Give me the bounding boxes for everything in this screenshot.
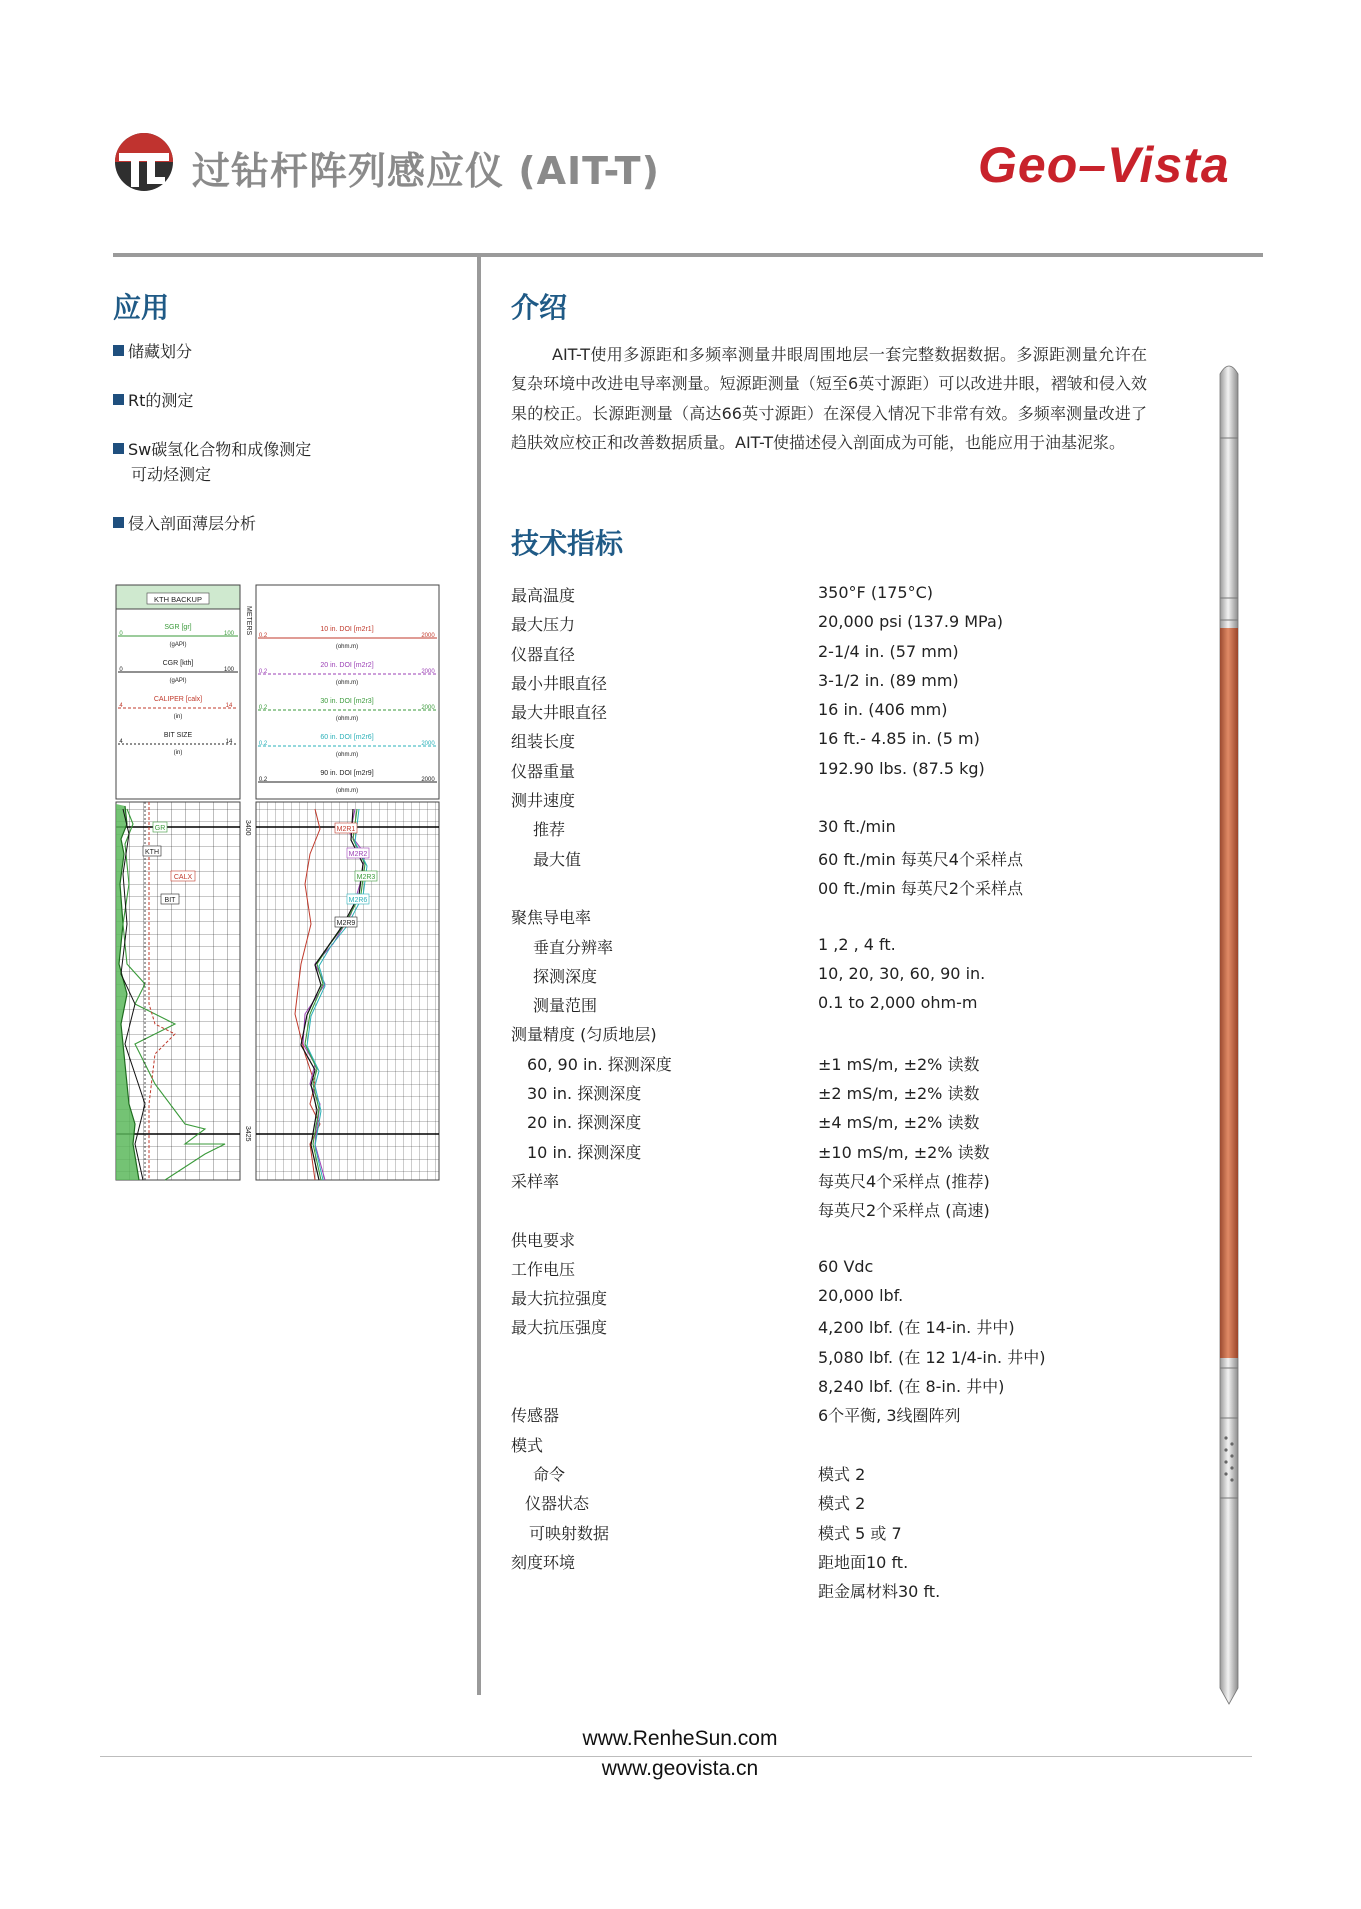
svg-text:(in): (in) xyxy=(173,750,183,756)
svg-text:4: 4 xyxy=(119,703,123,709)
bullet-square-icon xyxy=(113,517,124,528)
spec-value: 距金属材料30 ft. xyxy=(818,1582,941,1601)
top-divider xyxy=(113,253,1263,257)
svg-text:2000: 2000 xyxy=(421,777,435,783)
svg-text:4: 4 xyxy=(119,739,123,745)
spec-label: 垂直分辨率 xyxy=(533,938,614,957)
page-title: 过钻杆阵列感应仪 (AIT-T) xyxy=(192,149,660,193)
curve-label-m2r1: 10 in. DOI [m2r1] xyxy=(320,626,374,633)
svg-text:(ohm.m): (ohm.m) xyxy=(335,788,359,794)
spec-label: 最高温度 xyxy=(511,586,576,605)
intro-heading: 介绍 xyxy=(511,291,568,324)
spec-label: 测量精度 (匀质地层) xyxy=(511,1025,657,1044)
application-item: Rt的测定 xyxy=(113,388,193,413)
svg-text:2000: 2000 xyxy=(421,633,435,639)
svg-text:100: 100 xyxy=(223,667,235,673)
curve-label-bitsize: BIT SIZE xyxy=(163,732,193,739)
curve-tag: M2R1 xyxy=(336,826,356,833)
spec-label: 工作电压 xyxy=(511,1260,576,1279)
footer-url-geovista[interactable]: www.geovista.cn xyxy=(601,1757,759,1780)
spec-value: 模式 2 xyxy=(818,1494,866,1513)
spec-value: ±2 mS/m, ±2% 读数 xyxy=(818,1084,980,1103)
svg-text:14: 14 xyxy=(225,703,233,709)
svg-text:100: 100 xyxy=(223,631,235,637)
spec-label: 传感器 xyxy=(511,1406,560,1425)
spec-label: 最大抗拉强度 xyxy=(511,1289,608,1308)
curve-label-caliper: CALIPER [calx] xyxy=(153,696,203,703)
well-log-image xyxy=(115,584,441,1182)
svg-text:14: 14 xyxy=(225,739,233,745)
spec-label: 最大压力 xyxy=(511,615,576,634)
svg-text:(gAPI): (gAPI) xyxy=(169,678,187,684)
spec-value: 00 ft./min 每英尺2个采样点 xyxy=(818,879,1023,898)
depth-tick: 3425 xyxy=(244,1126,251,1142)
footer-url-renhesun[interactable]: www.RenheSun.com xyxy=(582,1727,778,1750)
svg-text:0: 0 xyxy=(119,631,123,637)
svg-text:0.2: 0.2 xyxy=(258,741,268,747)
spec-label: 最大值 xyxy=(533,850,582,869)
application-item: Sw碳氢化合物和成像测定 可动烃测定 xyxy=(113,437,311,487)
svg-text:2000: 2000 xyxy=(421,741,435,747)
curve-tag: M2R2 xyxy=(348,851,368,858)
bullet-square-icon xyxy=(113,345,124,356)
spec-value: 2-1/4 in. (57 mm) xyxy=(818,642,959,661)
curve-tag: KTH xyxy=(145,849,159,856)
curve-label-m2r6: 60 in. DOI [m2r6] xyxy=(320,734,374,741)
spec-label: 采样率 xyxy=(511,1172,560,1191)
svg-text:0.2: 0.2 xyxy=(258,669,268,675)
spec-value: 16 in. (406 mm) xyxy=(818,700,948,719)
spec-value: 每英尺4个采样点 (推荐) xyxy=(818,1172,990,1191)
spec-label: 命令 xyxy=(533,1465,566,1484)
svg-text:(ohm.m): (ohm.m) xyxy=(335,716,359,722)
svg-text:(gAPI): (gAPI) xyxy=(169,642,187,648)
spec-value: 60 ft./min 每英尺4个采样点 xyxy=(818,850,1023,869)
brand-logo: Geo–Vista xyxy=(978,137,1230,193)
application-item: 储藏划分 xyxy=(113,339,192,364)
spec-value: 每英尺2个采样点 (高速) xyxy=(818,1201,990,1220)
spec-value: 模式 5 或 7 xyxy=(818,1524,902,1543)
spec-value: 0.1 to 2,000 ohm-m xyxy=(818,993,978,1012)
spec-label: 探测深度 xyxy=(533,967,598,986)
spec-label: 测井速度 xyxy=(511,791,576,810)
spec-value: 16 ft.- 4.85 in. (5 m) xyxy=(818,729,980,748)
spec-value: 10, 20, 30, 60, 90 in. xyxy=(818,964,986,983)
spec-value: 8,240 lbf. (在 8-in. 井中) xyxy=(818,1377,1005,1396)
spec-value: 模式 2 xyxy=(818,1465,866,1484)
spec-value: 20,000 psi (137.9 MPa) xyxy=(818,612,1004,631)
spec-value: ±10 mS/m, ±2% 读数 xyxy=(818,1143,990,1162)
curve-tag: CALX xyxy=(173,874,193,881)
spec-value: 30 ft./min xyxy=(818,817,896,836)
spec-label: 刻度环境 xyxy=(511,1553,576,1572)
spec-label: 30 in. 探测深度 xyxy=(527,1084,642,1103)
spec-value: 5,080 lbf. (在 12 1/4-in. 井中) xyxy=(818,1348,1046,1367)
spec-label: 10 in. 探测深度 xyxy=(527,1143,642,1162)
spec-label: 推荐 xyxy=(533,820,566,839)
spec-value: 1 ,2 , 4 ft. xyxy=(818,935,896,954)
svg-text:2000: 2000 xyxy=(421,705,435,711)
spec-value: ±1 mS/m, ±2% 读数 xyxy=(818,1055,980,1074)
spec-value: 距地面10 ft. xyxy=(818,1553,909,1572)
spec-value: 60 Vdc xyxy=(818,1257,874,1276)
svg-text:0: 0 xyxy=(119,667,123,673)
curve-label-m2r2: 20 in. DOI [m2r2] xyxy=(320,662,374,669)
curve-tag: M2R6 xyxy=(348,897,368,904)
curve-tag: M2R3 xyxy=(356,874,376,881)
ait-t-tool-illustration xyxy=(1216,358,1242,1708)
svg-text:(ohm.m): (ohm.m) xyxy=(335,752,359,758)
spec-label: 20 in. 探测深度 xyxy=(527,1113,642,1132)
svg-text:0.2: 0.2 xyxy=(258,705,268,711)
spec-label: 聚焦导电率 xyxy=(511,908,592,927)
spec-value: 6个平衡, 3线圈阵列 xyxy=(818,1406,961,1425)
svg-text:(in): (in) xyxy=(173,714,183,720)
tl-logo-icon xyxy=(113,131,177,193)
spec-label: 60, 90 in. 探测深度 xyxy=(527,1055,672,1074)
curve-tag: M2R9 xyxy=(336,920,356,927)
spec-value: 20,000 lbf. xyxy=(818,1286,904,1305)
curve-tag: BIT xyxy=(164,897,176,904)
intro-text: AIT-T使用多源距和多频率测量井眼周围地层一套完整数据数据。多源距测量允许在复杂环境中改进电导率测量。短源距测量（短至6英寸源距）可以改进井眼，褶皱和侵入效果的校正。长源距测量（高达66英寸源距）在深侵入情况下非常有效。多频率测量改进了趋肤效应校正和改善数据质量。AIT-T使描述侵入剖面成为可能，也能应用于油基泥浆。 xyxy=(511,345,1147,452)
spec-value: ±4 mS/m, ±2% 读数 xyxy=(818,1113,980,1132)
column-divider xyxy=(477,257,481,1695)
curve-label-cgr: CGR [kth] xyxy=(162,660,194,667)
depth-unit-label: METERS xyxy=(245,606,252,636)
bullet-square-icon xyxy=(113,443,124,454)
spec-label: 测量范围 xyxy=(533,996,598,1015)
svg-text:(ohm.m): (ohm.m) xyxy=(335,644,359,650)
spec-value: 3-1/2 in. (89 mm) xyxy=(818,671,959,690)
intro-paragraph xyxy=(511,340,1147,457)
spec-label: 最小井眼直径 xyxy=(511,674,608,693)
curve-label-m2r3: 30 in. DOI [m2r3] xyxy=(320,698,374,705)
spec-value: 192.90 lbs. (87.5 kg) xyxy=(818,759,985,778)
depth-tick: 3400 xyxy=(244,820,251,836)
spec-label: 最大抗压强度 xyxy=(511,1318,608,1337)
curve-label-m2r9: 90 in. DOI [m2r9] xyxy=(320,770,374,777)
spec-label: 仪器重量 xyxy=(511,762,576,781)
spec-label: 组装长度 xyxy=(511,732,576,751)
spec-label: 模式 xyxy=(511,1436,544,1455)
spec-value: 4,200 lbf. (在 14-in. 井中) xyxy=(818,1318,1015,1337)
application-item: 侵入剖面薄层分析 xyxy=(113,511,256,536)
curve-label-sgr: SGR [gr] xyxy=(164,624,192,631)
curve-tag: GR xyxy=(154,825,166,832)
spec-label: 供电要求 xyxy=(511,1231,576,1250)
specs-heading: 技术指标 xyxy=(511,527,624,560)
svg-text:2000: 2000 xyxy=(421,669,435,675)
spec-value: 350°F (175°C) xyxy=(818,583,934,602)
spec-label: 可映射数据 xyxy=(529,1524,610,1543)
left-track-title: KTH BACKUP xyxy=(154,595,202,604)
svg-text:0.2: 0.2 xyxy=(258,777,268,783)
spec-label: 最大井眼直径 xyxy=(511,703,608,722)
bullet-square-icon xyxy=(113,394,124,405)
spec-label: 仪器状态 xyxy=(525,1494,590,1513)
svg-text:0.2: 0.2 xyxy=(258,633,268,639)
svg-text:(ohm.m): (ohm.m) xyxy=(335,680,359,686)
spec-label: 仪器直径 xyxy=(511,645,576,664)
applications-heading: 应用 xyxy=(113,291,170,324)
